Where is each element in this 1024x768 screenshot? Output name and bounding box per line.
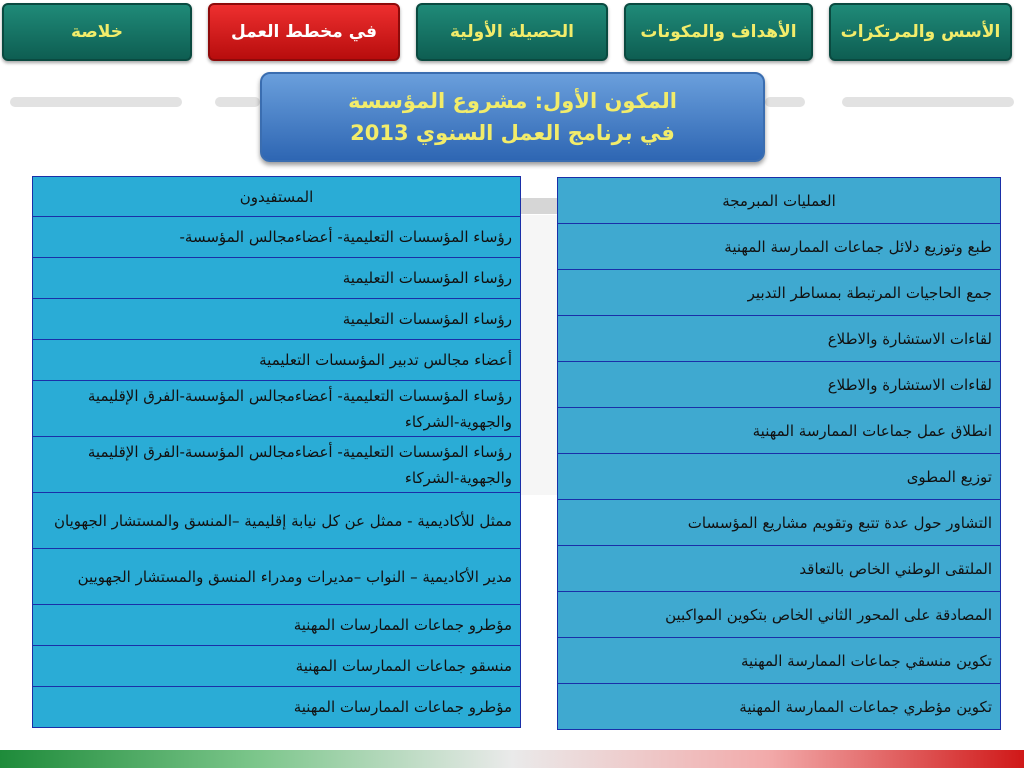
programmed-operations-table — [557, 177, 1001, 730]
table-row: توزيع المطوى — [558, 454, 1001, 500]
tab-conclusion[interactable]: خلاصة — [2, 3, 192, 61]
table-header: العمليات المبرمجة — [558, 178, 1001, 224]
table-row: جمع الحاجيات المرتبطة بمساطر التدبير — [558, 270, 1001, 316]
table-row: طبع وتوزيع دلائل جماعات الممارسة المهنية — [558, 224, 1001, 270]
table-row: أعضاء مجالس تدبير المؤسسات التعليمية — [33, 340, 521, 381]
table-row: منسقو جماعات الممارسات المهنية — [33, 646, 521, 687]
table-row: مؤطرو جماعات الممارسات المهنية — [33, 687, 521, 728]
title-line-1: المكون الأول: مشروع المؤسسة — [348, 89, 677, 113]
table-row: رؤساء المؤسسات التعليمية- أعضاءمجالس المؤسسة-الفرق الإقليمية والجهوية-الشركاء — [33, 437, 521, 493]
tab-initial-outcome[interactable]: الحصيلة الأولية — [416, 3, 608, 61]
tab-goals-components[interactable]: الأهداف والمكونات — [624, 3, 813, 61]
table-row: انطلاق عمل جماعات الممارسة المهنية — [558, 408, 1001, 454]
table-row: لقاءات الاستشارة والاطلاع — [558, 362, 1001, 408]
decorative-line — [215, 97, 260, 107]
decorative-line — [765, 97, 805, 107]
table-row: الملتقى الوطني الخاص بالتعاقد — [558, 546, 1001, 592]
tab-foundations[interactable]: الأسس والمرتكزات — [829, 3, 1012, 61]
table-row: مؤطرو جماعات الممارسات المهنية — [33, 605, 521, 646]
footer-gradient-bar — [0, 750, 1024, 768]
table-row: ممثل للأكاديمية - ممثل عن كل نيابة إقليمية –المنسق والمستشار الجهويان — [33, 493, 521, 549]
table-row: تكوين مؤطري جماعات الممارسة المهنية — [558, 684, 1001, 730]
table-row: المصادقة على المحور الثاني الخاص بتكوين المواكبين — [558, 592, 1001, 638]
title-line-2: في برنامج العمل السنوي 2013 — [350, 121, 675, 145]
decorative-line — [842, 97, 1014, 107]
top-navigation — [0, 3, 1024, 65]
decorative-line — [10, 97, 182, 107]
table-header: المستفيدون — [33, 177, 521, 217]
table-row: التشاور حول عدة تتبع وتقويم مشاريع المؤسسات — [558, 500, 1001, 546]
table-row: لقاءات الاستشارة والاطلاع — [558, 316, 1001, 362]
section-title — [260, 72, 765, 162]
table-row: تكوين منسقي جماعات الممارسة المهنية — [558, 638, 1001, 684]
table-row: رؤساء المؤسسات التعليمية- أعضاءمجالس المؤسسة- — [33, 217, 521, 258]
table-row: مدير الأكاديمية – النواب –مديرات ومدراء المنسق والمستشار الجهويين — [33, 549, 521, 605]
table-row: رؤساء المؤسسات التعليمية — [33, 258, 521, 299]
tab-action-plan[interactable]: في مخطط العمل — [208, 3, 400, 61]
table-row: رؤساء المؤسسات التعليمية- أعضاءمجالس المؤسسة-الفرق الإقليمية والجهوية-الشركاء — [33, 381, 521, 437]
decorative-background — [520, 215, 558, 495]
beneficiaries-table — [32, 176, 521, 728]
decorative-shadow — [520, 198, 558, 214]
table-row: رؤساء المؤسسات التعليمية — [33, 299, 521, 340]
